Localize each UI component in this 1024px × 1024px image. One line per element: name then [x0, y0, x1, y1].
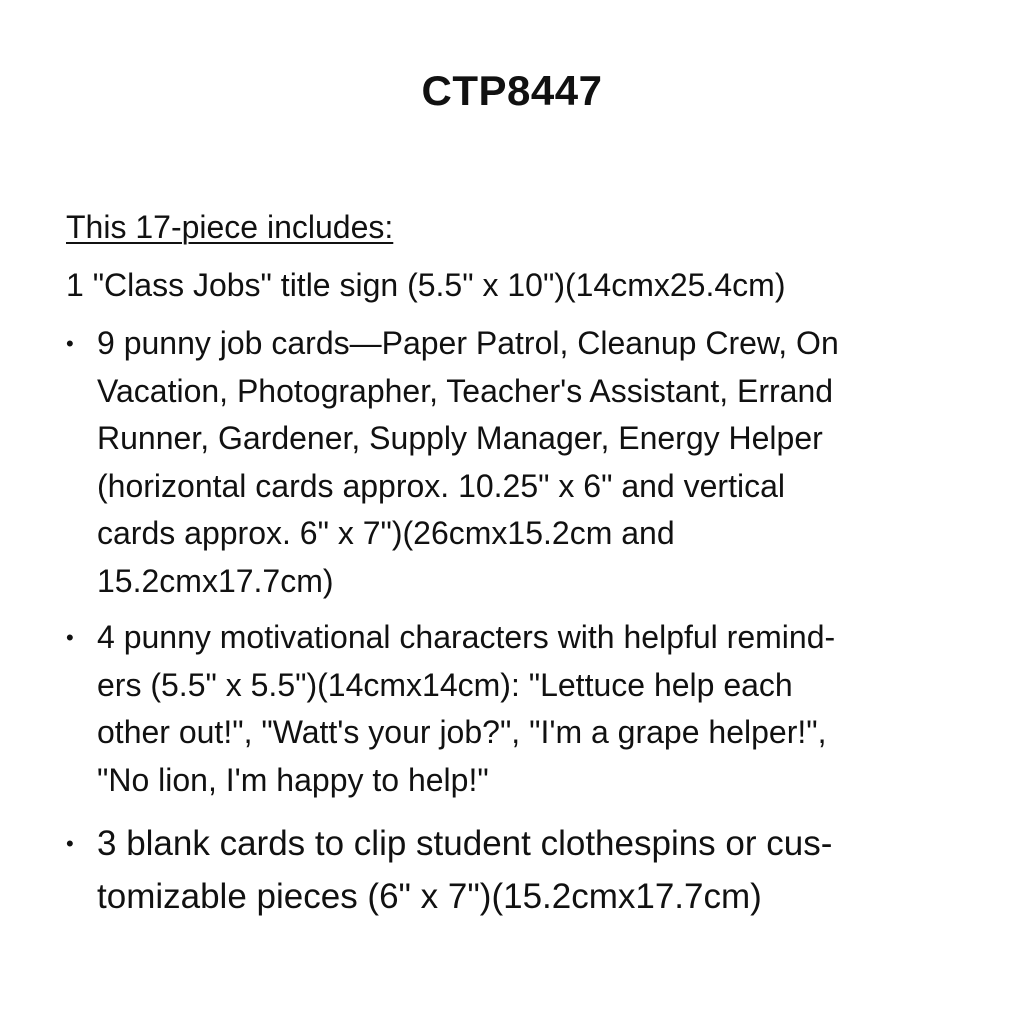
text-line: (horizontal cards approx. 10.25" x 6" and vertical [97, 467, 785, 504]
includes-heading: This 17-piece includes: [66, 209, 394, 245]
text-line: cards approx. 6" x 7")(26cmx15.2cm and [97, 515, 675, 551]
text-line: tomizable pieces (6" x 7")(15.2cmx17.7cm) [97, 877, 762, 916]
text-line: ers (5.5" x 5.5")(14cmx14cm): "Lettuce help each [97, 666, 793, 703]
job-cards-text [97, 320, 966, 605]
blank-cards-text [97, 817, 966, 923]
title-sign-item: 1 "Class Jobs" title sign (5.5" x 10")(14cmx25.4cm) [66, 267, 786, 303]
text-line: 4 punny motivational characters with helpful remind- [97, 619, 836, 655]
text-line: 3 blank cards to clip student clothespins or cus- [97, 824, 833, 863]
text-line: other out!", "Watt's your job?", "I'm a grape helper!", [97, 714, 827, 750]
text-line: "No lion, I'm happy to help!" [97, 761, 489, 798]
motivational-characters-text [97, 614, 966, 804]
motivational-characters-item [66, 614, 966, 804]
bullet-icon: • [66, 831, 74, 856]
bullet-icon: • [66, 625, 74, 650]
text-line: Vacation, Photographer, Teacher's Assistant, Errand [97, 372, 834, 409]
blank-cards-item [66, 817, 966, 923]
product-code-title: CTP8447 [421, 67, 603, 114]
job-cards-item [66, 320, 966, 605]
bullet-icon: • [66, 331, 74, 356]
text-line: Runner, Gardener, Supply Manager, Energy Helper [97, 420, 823, 456]
text-line: 15.2cmx17.7cm) [97, 562, 334, 599]
text-line: 9 punny job cards—Paper Patrol, Cleanup Crew, On [97, 325, 839, 361]
